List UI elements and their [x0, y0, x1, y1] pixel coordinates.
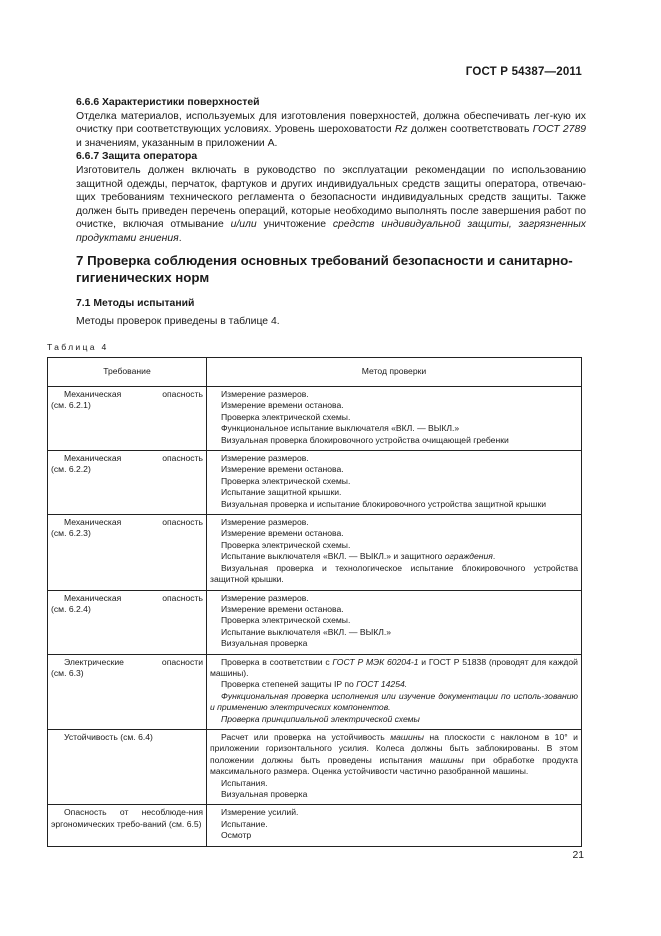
table-4 — [47, 357, 582, 847]
standard-header: ГОСТ Р 54387—2011 — [465, 66, 582, 78]
requirement-cell: Опасность от несоблюде-ния эргономических требо-ваний (см. 6.5) — [48, 805, 207, 846]
method-cell: Измерение размеров. Измерение времени останова. Проверка электрической схемы. Испытание выключателя «ВКЛ. — ВЫКЛ.» и защитного ограждения. Визуальная проверка и технологическое испытание блокировочного устройства защитной крышки. — [207, 515, 582, 590]
table-header-row — [48, 358, 582, 387]
requirement-cell: Механическая опасность (см. 6.2.4) — [48, 590, 207, 654]
subsection-title: 6.6.6 Характеристики поверхностей — [76, 97, 260, 108]
table-row — [48, 654, 582, 729]
requirement-cell: Механическая опасность (см. 6.2.2) — [48, 451, 207, 515]
subsection-title: 7.1 Методы испытаний — [76, 298, 195, 309]
table-row — [48, 729, 582, 804]
table-row — [48, 451, 582, 515]
method-cell: Проверка в соответствии с ГОСТ Р МЭК 60204-1 и ГОСТ Р 51838 (проводят для каждой машины). Проверка степеней защиты IP по ГОСТ 14254. Функциональная проверка исполнения или изучение документации по исполь-зованию и применению электрических компонентов. Проверка принципиальной электрической схемы — [207, 654, 582, 729]
method-cell: Расчет или проверка на устойчивость машины на плоскости с наклоном в 10° и приложении горизонтального усилия. Колеса должны быть заблокированы. В этом положении должны быть проведены испытания машины при обработке продукта максимального размера. Оценка устойчивости частично разобранной машины. Испытания. Визуальная проверка — [207, 729, 582, 804]
table-row — [48, 515, 582, 590]
paragraph: Отделка материалов, используемых для изготовления поверхностей, должна обеспечивать лег-кую их очистку при соответствующих условиях. Уровень шероховатости Rz должен соответствовать ГОСТ 2789 и значениям, указанным в приложении А. — [76, 110, 586, 149]
section-title: 7 Проверка соблюдения основных требований безопасности и санитарно-гигиенических норм — [76, 253, 573, 285]
method-cell: Измерение размеров. Измерение времени останова. Проверка электрической схемы. Испытание защитной крышки. Визуальная проверка и испытание блокировочного устройства защитной крышки — [207, 451, 582, 515]
method-cell: Измерение размеров. Измерение времени останова. Проверка электрической схемы. Испытание выключателя «ВКЛ. — ВЫКЛ.» Визуальная проверка — [207, 590, 582, 654]
paragraph: Изготовитель должен включать в руководство по эксплуатации рекомендации по использованию защитной одежды, перчаток, фартуков и других индивидуальных средств защиты оператора, отвечаю-щих требованиям технического регламента о безопасности индивидуальных средств защиты. Также должен быть приведен перечень операций, которые необходимо выполнять после завершения работ по очистке, включая отмывание и/или уничтожение средств индивидуальной защиты, загрязненных продуктами гниения. — [76, 164, 586, 244]
requirement-cell: Механическая опасность (см. 6.2.3) — [48, 515, 207, 590]
requirement-cell: Электрические опасности (см. 6.3) — [48, 654, 207, 729]
table-row — [48, 590, 582, 654]
paragraph: Методы проверок приведены в таблице 4. — [76, 316, 280, 327]
table-row — [48, 387, 582, 451]
requirement-cell: Механическая опасность (см. 6.2.1) — [48, 387, 207, 451]
table-row — [48, 805, 582, 846]
method-cell: Измерение усилий. Испытание. Осмотр — [207, 805, 582, 846]
requirement-cell: Устойчивость (см. 6.4) — [48, 729, 207, 804]
subsection-title: 6.6.7 Защита оператора — [76, 151, 198, 163]
page-number: 21 — [572, 850, 584, 861]
section-6-6-6 — [76, 96, 586, 246]
table-caption: Таблица 4 — [47, 342, 109, 352]
column-header: Требование — [48, 358, 207, 387]
method-cell: Измерение размеров. Измерение времени останова. Проверка электрической схемы. Функциональное испытание выключателя «ВКЛ. — ВЫКЛ.» Визуальная проверка блокировочного устройства очищающей гребенки — [207, 387, 582, 451]
column-header: Метод проверки — [207, 358, 582, 387]
